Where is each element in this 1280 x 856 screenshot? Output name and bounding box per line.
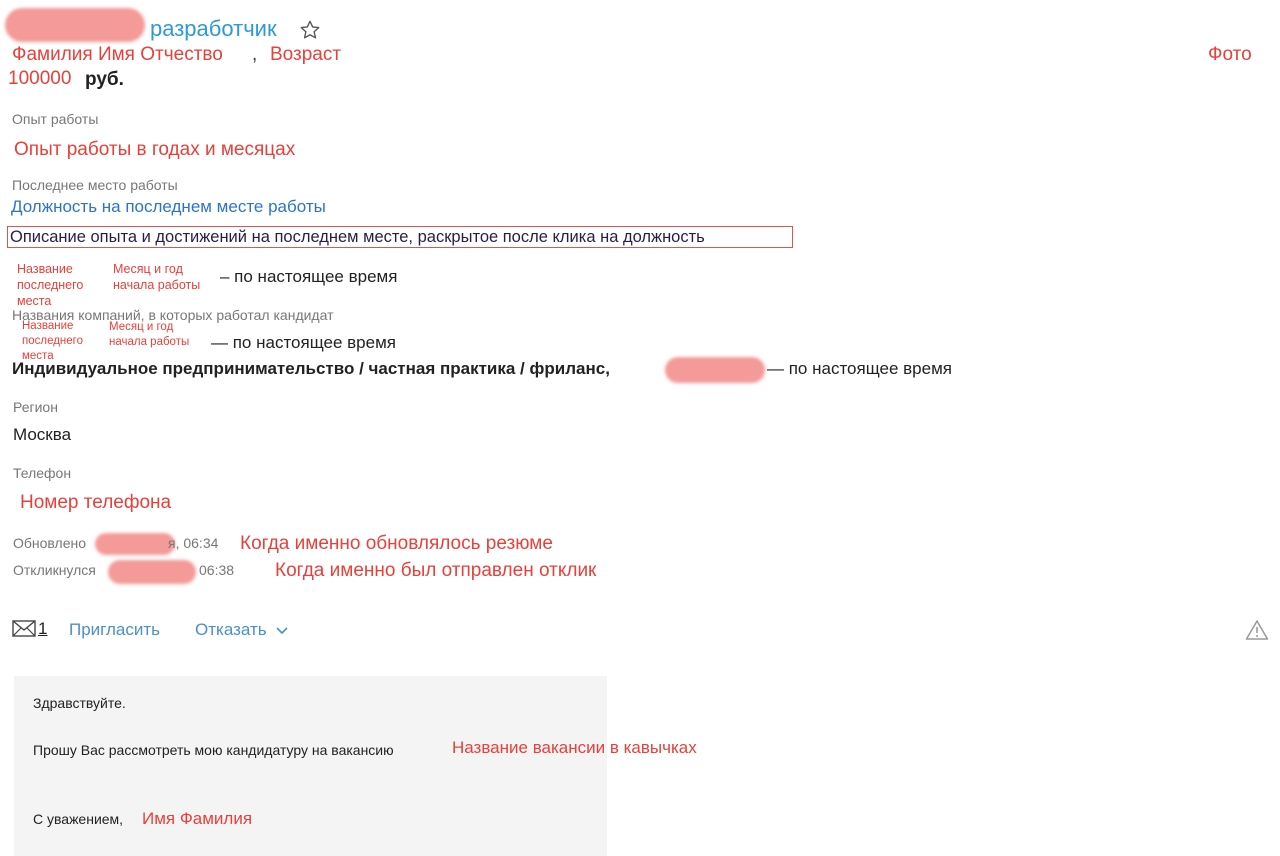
- last-job-description: Описание опыта и достижений на последнем месте, раскрытое после клика на должность: [7, 226, 793, 248]
- salary-value: 100000: [8, 68, 72, 89]
- reject-label: Отказать: [195, 620, 267, 639]
- candidate-age: Возраст: [270, 44, 342, 65]
- star-icon[interactable]: [299, 19, 321, 41]
- cover-letter: [14, 676, 697, 856]
- company-start-date: Месяц и год начала работы: [109, 321, 190, 348]
- redacted-responded-date: [108, 560, 196, 584]
- companies-label: Названия компаний, в которых работал кандидат: [12, 307, 334, 323]
- last-job-position[interactable]: Должность на последнем месте работы: [11, 197, 326, 216]
- redacted-title-prefix: [5, 8, 145, 42]
- company-period: — по настоящее время: [211, 333, 396, 352]
- invite-button[interactable]: Пригласить: [69, 620, 161, 639]
- signature-name: Имя Фамилия: [142, 809, 253, 828]
- messages-count: 1: [38, 619, 48, 638]
- freelance-period: — по настоящее время: [767, 359, 952, 378]
- name-age-separator: ,: [252, 44, 258, 65]
- region-label: Регион: [13, 399, 58, 415]
- reject-button[interactable]: [195, 620, 289, 641]
- vacancy-title[interactable]: разработчик: [150, 16, 277, 41]
- updated-note: Когда именно обновлялось резюме: [240, 533, 553, 554]
- envelope-icon: [12, 619, 38, 639]
- redacted-updated-date: [95, 533, 175, 555]
- updated-time: я, 06:34: [168, 535, 219, 551]
- warning-icon[interactable]: [1245, 619, 1269, 641]
- last-job-company: Название последнего места: [17, 262, 84, 308]
- candidate-photo: Фото: [1208, 44, 1252, 65]
- region-value: Москва: [13, 425, 72, 444]
- responded-label: Откликнулся: [13, 562, 96, 578]
- last-job-label: Последнее место работы: [12, 177, 178, 193]
- salary-currency: руб.: [85, 69, 124, 90]
- freelance-entry: Индивидуальное предпринимательство / частная практика / фриланс,: [12, 359, 610, 378]
- experience-label: Опыт работы: [12, 111, 99, 127]
- responded-note: Когда именно был отправлен отклик: [275, 560, 597, 581]
- vacancy-name: Название вакансии в кавычках: [452, 738, 697, 757]
- responded-time: 06:38: [199, 562, 235, 578]
- phone-value: Номер телефона: [20, 492, 172, 513]
- last-job-period: – по настоящее время: [220, 267, 398, 286]
- updated-label: Обновлено: [13, 535, 87, 551]
- redacted-freelance-date: [665, 357, 765, 383]
- letter-body: Прошу Вас рассмотреть мою кандидатуру на вакансию: [33, 742, 394, 758]
- last-job-start-date: Месяц и год начала работы: [113, 262, 201, 292]
- chevron-down-icon: [275, 621, 289, 641]
- letter-closing: С уважением,: [33, 811, 124, 827]
- candidate-name: Фамилия Имя Отчество: [12, 44, 223, 65]
- phone-label: Телефон: [13, 465, 72, 481]
- company-name: Название последнего места: [22, 320, 84, 362]
- experience-duration: Опыт работы в годах и месяцах: [14, 139, 296, 160]
- letter-greeting: Здравствуйте.: [33, 695, 126, 711]
